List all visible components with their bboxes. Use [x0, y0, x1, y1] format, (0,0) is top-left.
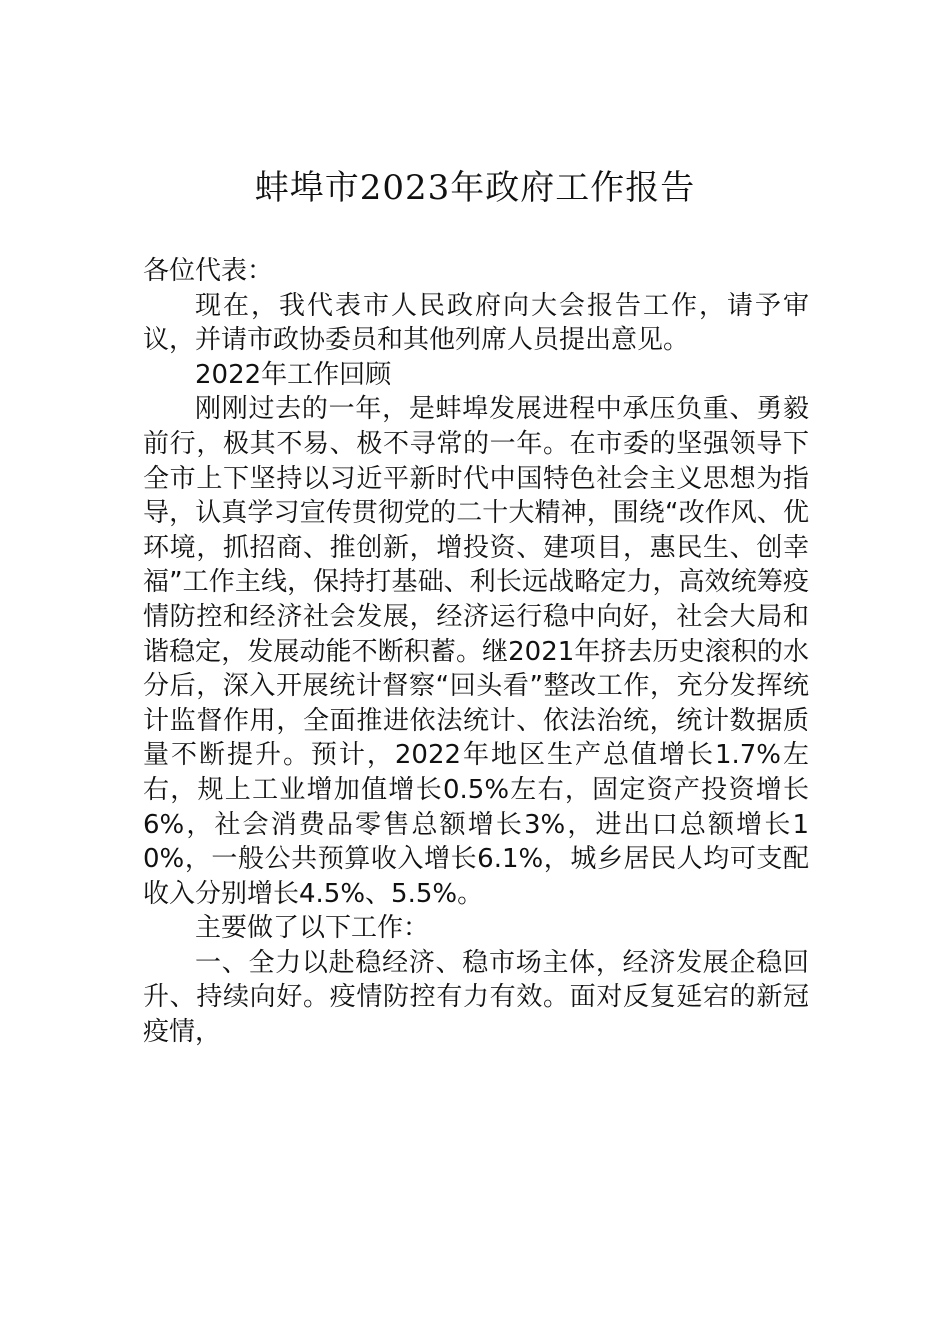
paragraph-main-work: 主要做了以下工作： — [195, 913, 430, 944]
paragraph-review: 刚刚过去的一年，是蚌埠发展进程中承压负重、勇毅前行，极其不易、极不寻常的一年。在市委的坚强领导下全市上下坚持以习近平新时代中国特色社会主义思想为指导，认真学习宣传贯彻党的二十大精神，围绕“改作风、优环境，抓招商、推创新，增投资、建项目，惠民生、创幸福”工作主线，保持打基础、利长远战略定力，高效统筹疫情防控和经济社会发展，经济运行稳中向好，社会大局和谐稳定，发展动能不断积蓄。继2021年挤去历史滚积的水分后，深入开展统计督察“回头看”整改工作，充分发挥统计监督作用，全面推进依法统计、依法治统，统计数据质量不断提升。预计，2022年地区生产总值增长1.7%左右，规上工业增加值增长0.5%左右，固定资产投资增长6%，社会消费品零售总额增长3%，进出口总额增长10%，一般公共预算收入增长6.1%，城乡居民人均可支配收入分别增长4.5%、5.5%。 — [143, 394, 809, 909]
document-body — [143, 254, 809, 1050]
section-heading-review: 2022年工作回顾 — [195, 359, 392, 390]
document-title: 蚌埠市2023年政府工作报告 — [254, 168, 696, 208]
paragraph-intro: 现在，我代表市人民政府向大会报告工作，请予审议，并请市政协委员和其他列席人员提出意见。 — [143, 290, 809, 356]
salutation: 各位代表： — [143, 256, 274, 286]
paragraph-item-one: 一、全力以赴稳经济、稳市场主体，经济发展企稳回升、持续向好。疫情防控有力有效。面对反复延宕的新冠疫情， — [143, 947, 809, 1048]
